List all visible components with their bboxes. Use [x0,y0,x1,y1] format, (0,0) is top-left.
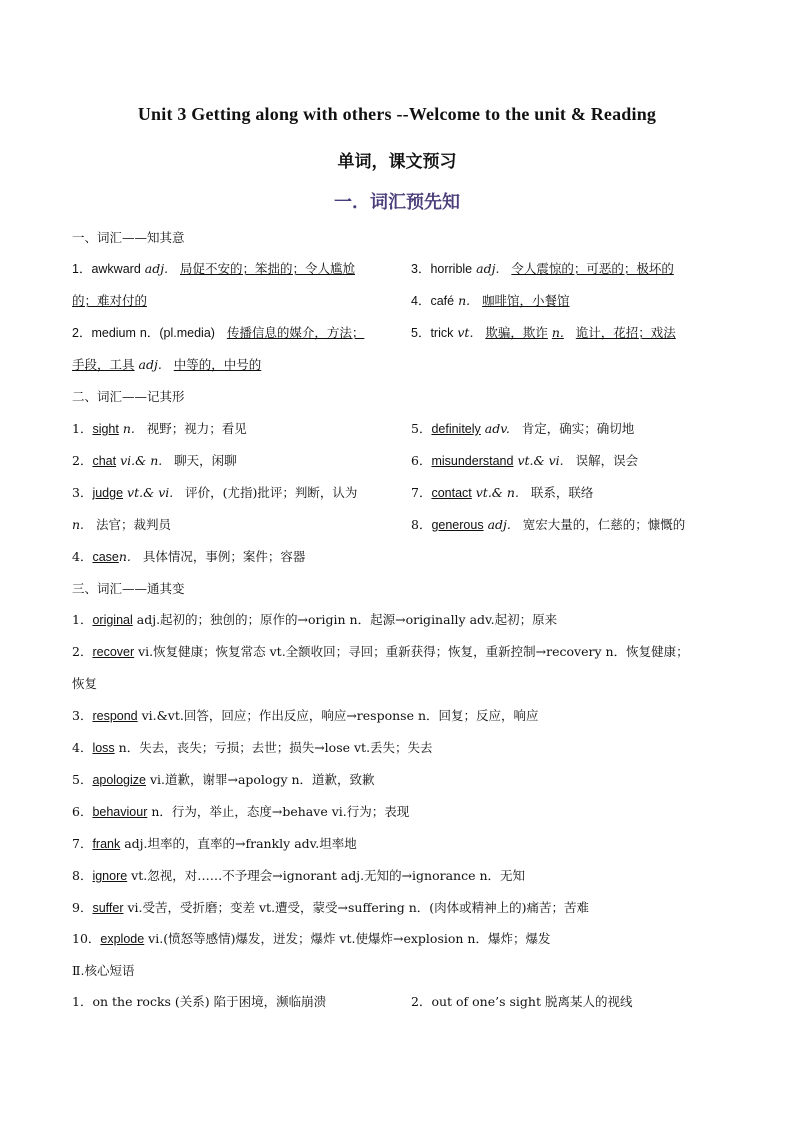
vocab-item-awkward-cont [72,295,147,308]
item-meaning-cont: 手段，工具 [72,357,135,372]
item-derivation: vt.忽视，对……不予理会→ignorant adj.无知的→ignorance n．无知 [127,868,526,883]
item-number: 5． [411,421,432,436]
derivation-line [72,710,539,723]
item-word: 1．awkward [72,262,141,276]
derivation-line [72,614,557,627]
item-pos: n. [72,517,85,532]
item-pos: adj. [476,261,500,276]
item-number: 8． [72,868,93,883]
item-word: sight [92,422,119,436]
item-number: 5． [72,772,93,787]
item-derivation: vi.受苦，受折磨；变差 vt.遭受，蒙受→suffering n．(肉体或精神上的)痛苦；苦难 [123,900,590,915]
item-word: misunderstand [431,454,514,468]
section-heading: 一．词汇预先知 [334,192,460,213]
page-subtitle: 单词，课文预习 [337,152,457,172]
item-meaning: 中等的，中号的 [173,357,262,372]
item-pos: vt.& vi. [127,485,174,500]
vocab-item [411,455,638,468]
derivation-line [72,742,433,755]
derivation-line [72,678,97,691]
item-pos: n. [551,325,564,340]
derivation-line [72,838,357,851]
item-number: 6． [411,453,432,468]
item-derivation: vi.&vt.回答，回应；作出反应，响应→response n．回复；反应，响应 [137,708,539,723]
vocab-item-horrible [411,263,674,276]
vocab-item-medium [72,327,364,340]
item-word: 2．medium [72,326,136,340]
item-pos: adj. [144,261,169,276]
phrase-item: 2．out of one’s sight 脱离某人的视线 [411,994,633,1009]
item-pos: adj. [138,357,162,372]
item-meaning: 视野；视力；看见 [146,421,247,436]
item-pos: adj. [487,517,511,532]
item-derivation: vi.恢复健康；恢复常态 vt.全额收回；寻回；重新获得；恢复，重新控制→recovery n．恢复健康； [134,644,689,659]
item-word: suffer [92,901,124,915]
item-word: frank [92,837,121,851]
item-meaning: 咖啡馆，小餐馆 [482,293,570,308]
vocab-item-awkward [72,263,355,276]
item-number: 7． [411,485,432,500]
item-meaning: 肯定，确实；确切地 [521,421,635,436]
item-word: explode [100,932,145,946]
item-derivation: 恢复 [72,676,98,691]
item-word: 5．trick [411,326,454,340]
item-number: 6． [72,804,93,819]
vocab-item [411,519,685,532]
item-word: chat [92,454,117,468]
item-derivation: n．失去，丧失；亏损；去世；损失→lose vt.丢失；失去 [114,740,433,755]
item-word: recover [92,645,135,659]
item-word: loss [92,741,115,755]
item-meaning: 传播信息的媒介，方法； [226,325,365,340]
item-word: generous [431,518,484,532]
item-number: 4． [72,549,93,564]
vocab-item [411,487,593,500]
phrase-item: 1．on the rocks (关系) 陷于困境，濒临崩溃 [72,994,327,1009]
item-word: 4．café [411,294,455,308]
vocab-item-cont [72,519,171,532]
item-number: 3． [72,485,93,500]
item-derivation: adj.起初的；独创的；原作的→origin n．起源→originally adv.起初；原来 [132,612,558,627]
item-pos: n．(pl.media) [139,326,215,340]
item-word: definitely [431,422,481,436]
part1-heading: 一、词汇——知其意 [72,230,185,245]
item-meaning-cont: 的；难对付的 [72,293,148,308]
item-pos: vi.& n. [120,453,163,468]
item-pos: vt. [457,325,474,340]
item-pos: n. [118,549,131,564]
item-meaning: 宽宏大量的，仁慈的；慷慨的 [522,517,686,532]
item-number: 4． [72,740,93,755]
item-number: 1． [72,421,93,436]
item-word: ignore [92,869,128,883]
item-meaning: 令人震惊的；可恶的；极坏的 [511,261,674,276]
vocab-item [411,423,634,436]
item-derivation: n．行为，举止，态度→behave vi.行为；表现 [147,804,410,819]
item-number: 10． [72,931,101,946]
item-meaning: 法官；裁判员 [95,517,171,532]
vocab-item-trick [411,327,676,340]
vocab-item [72,455,237,468]
item-number: 2． [72,644,93,659]
vocab-item-cafe [411,295,570,308]
item-meaning: 具体情况，事例；案件；容器 [142,549,306,564]
item-meaning: 局促不安的；笨拙的；令人尴尬 [180,261,356,276]
item-meaning: 误解，误会 [575,453,639,468]
derivation-line [72,870,525,883]
item-pos: adv. [484,421,510,436]
item-pos: vt.& vi. [517,453,564,468]
derivation-line [72,902,589,915]
item-meaning: 诡计，花招；戏法 [575,325,676,340]
item-number: 9． [72,900,93,915]
part4-heading: Ⅱ.核心短语 [72,963,135,978]
item-number: 7． [72,836,93,851]
vocab-item [72,487,357,500]
item-meaning: 聊天，闲聊 [174,453,237,468]
item-number: 2． [72,453,93,468]
item-number: 3． [72,708,93,723]
vocab-item-medium-cont [72,359,261,372]
item-derivation: vi.道歉，谢罪→apology n．道歉，致歉 [145,772,375,787]
vocab-item [72,423,247,436]
item-pos: n. [458,293,471,308]
item-word: judge [92,486,124,500]
part2-heading: 二、词汇——记其形 [72,389,185,404]
item-number: 8． [411,517,432,532]
item-word: original [92,613,133,627]
part3-heading: 三、词汇——通其变 [72,581,185,596]
item-meaning: 欺骗，欺诈 [485,325,548,340]
item-derivation: vi.(愤怒等感情)爆发，迸发；爆炸 vt.使爆炸→explosion n．爆炸；爆发 [144,931,551,946]
item-meaning: 联系，联络 [530,485,594,500]
derivation-line [72,774,375,787]
item-derivation: adj.坦率的，直率的→frankly adv.坦率地 [120,836,357,851]
item-word: case [92,550,119,564]
item-number: 1． [72,612,93,627]
page-title: Unit 3 Getting along with others --Welcome to the unit & Reading [137,104,657,124]
derivation-line [72,806,409,819]
vocab-item [72,551,305,564]
item-word: 3．horrible [411,262,473,276]
item-pos: vt.& n. [475,485,519,500]
item-word: behaviour [92,805,148,819]
item-pos: n. [122,421,135,436]
item-word: contact [431,486,472,500]
item-word: respond [92,709,138,723]
item-meaning: 评价，(尤指)批评；判断，认为 [185,485,358,500]
derivation-line [72,646,689,659]
item-word: apologize [92,773,146,787]
derivation-line [72,933,550,946]
